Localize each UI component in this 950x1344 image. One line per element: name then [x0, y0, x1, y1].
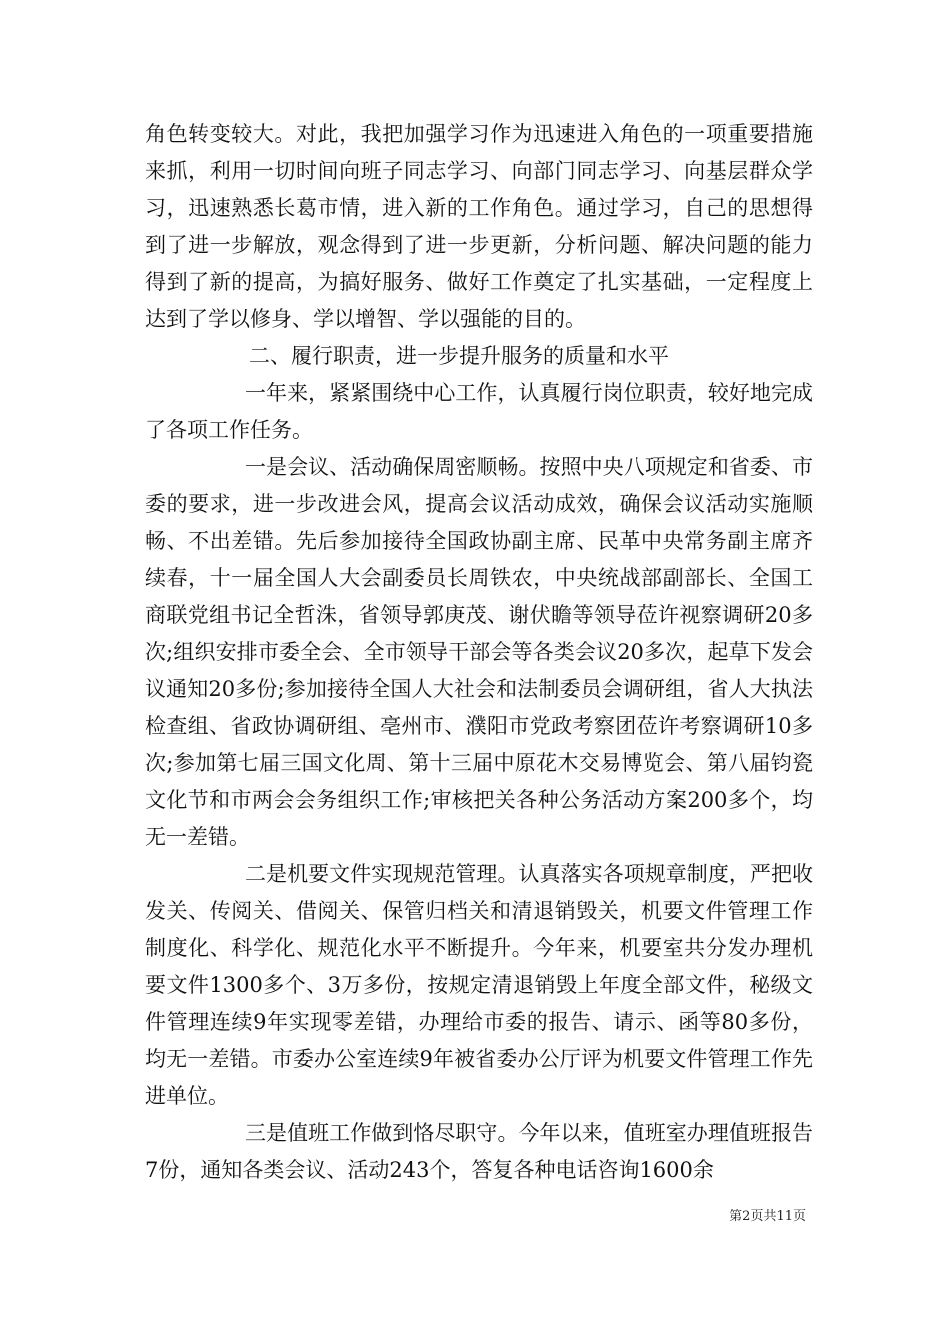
paragraph-duty-work: 三是值班工作做到恪尽职守。今年以来，值班室办理值班报告7份，通知各类会议、活动243个，答复各种电话咨询1600余 [145, 1121, 813, 1182]
paragraph-confidential-documents: 二是机要文件实现规范管理。认真落实各项规章制度，严把收发关、传阅关、借阅关、保管归档关和清退销毁关，机要文件管理工作制度化、科学化、规范化水平不断提升。今年来，机要室共分发办理机要文件1300多个、3万多份，按规定清退销毁上年度全部文件，秘级文件管理连续9年实现零差错，办理给市委的报告、请示、函等80多份，均无一差错。市委办公室连续9年被省委办公厅评为机要文件管理工作先进单位。 [145, 862, 813, 1108]
paragraph-study-continued: 角色转变较大。对此，我把加强学习作为迅速进入角色的一项重要措施来抓，利用一切时间向班子同志学习、向部门同志学习、向基层群众学习，迅速熟悉长葛市情，进入新的工作角色。通过学习，自己的思想得到了进一步解放，观念得到了进一步更新，分析问题、解决问题的能力得到了新的提高，为搞好服务、做好工作奠定了扎实基础，一定程度上达到了学以修身、学以增智、学以强能的目的。 [145, 122, 813, 331]
paragraph-year-summary: 一年来，紧紧围绕中心工作，认真履行岗位职责，较好地完成了各项工作任务。 [145, 381, 813, 442]
section-heading-duties: 二、履行职责，进一步提升服务的质量和水平 [249, 344, 669, 368]
paragraph-meetings: 一是会议、活动确保周密顺畅。按照中央八项规定和省委、市委的要求，进一步改进会风，提高会议活动成效，确保会议活动实施顺畅、不出差错。先后参加接待全国政协副主席、民革中央常务副主席齐续春，十一届全国人大会副委员长周铁农，中央统战部副部长、全国工商联党组书记全哲洙，省领导郭庚茂、谢伏瞻等领导莅许视察调研20多次;组织安排市委全会、全市领导干部会等各类会议20多次，起草下发会议通知20多份;参加接待全国人大社会和法制委员会调研组，省人大执法检查组、省政协调研组、亳州市、濮阳市党政考察团莅许考察调研10多次;参加第七届三国文化周、第十三届中原花木交易博览会、第八届钧瓷文化节和市两会会务组织工作;审核把关各种公务活动方案200多个，均无一差错。 [145, 455, 813, 849]
page-number-footer: 第2页共11页 [729, 1209, 806, 1224]
document-body [145, 116, 813, 1189]
